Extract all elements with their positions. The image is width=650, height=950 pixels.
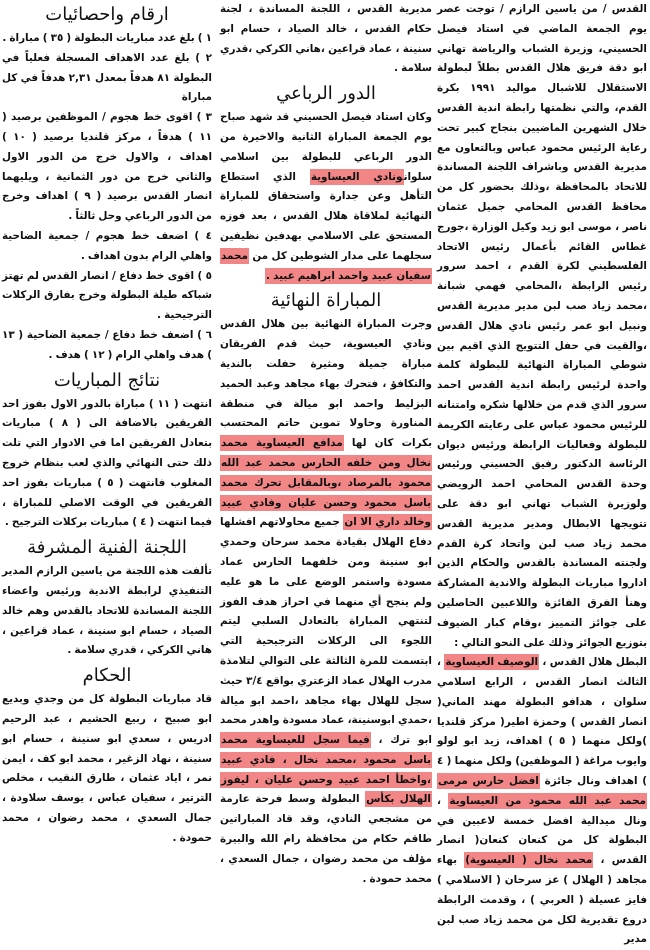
text: جميع محاولاتهم افشلها دفاع الهلال بقيادة محمد سرحان وحمدي ابو سنينة ومن خلفهما الحارس عماد مسودة واستمر الوضع على ما هو عليه ولم ينجح أي منهما في احراز هدف الفوز لتنتهي المباراة بالتعادل السلبي ليتم اللجوء الى الركلات الترجيحية التي ابتسمت للمرة الثالثة على التوالي لتلامذة مدرب الهلال عماد الزعتري بواقع ٣/٤ حيث سجل للهلال بهاء مجاهد ،احمد ابو ميالة ،حمدي ابوسنينة، عماد مسودة واهدر محمد ابو ترك ، xyxy=(220,516,432,747)
highlighted-text: الوصيف العيساوية xyxy=(445,656,539,669)
text: ، الثالث انصار القدس ، الرابع اسلامي سلوان ، هدافو البطولة مهند الماني( انصار القدس ) وحمزة اطير( مركز قلنديا )ولكل منهما ( ٥ ) اهداف، زيد ابو لولو وايوب مراغة ( الموظفين) ولكل منهما ( ٤ ) اهداف ونال جائزة xyxy=(437,656,647,788)
heading-technical-committee: اللجنة الفنية المشرفة xyxy=(27,537,187,559)
highlighted-text: محمد سفيان عبيد واحمد ابراهيم عبيد . xyxy=(221,249,431,282)
results-paragraph: انتهت ( ١١ ) مباراة بالدور الاول بفوز احد الفريقين بالاضافة الى ( ٨ ) مباريات بتعادل الفريقين اما في الادوار التي تلت ذلك حتى النهائي والذي لعب بنظام خروج المغلوب فانتهت ( ٥ ) مباريات بفوز احد الفريقين في الوقت الاصلي للمباراة ، فيما انتهت ( ٤ ) مباريات بركلات الترجيح . xyxy=(2,397,212,529)
committee-paragraph: تألفت هذه اللجنة من ياسين الرازم المدير التنفيذي لرابطة الاندية ورئيس واعضاء اللجنة المساندة للاتحاد بالقدس وهم خالد الصياد ، حسام ابو سنينة ، عماد قراعين ، هاني الكركي ، قدري سلامة . xyxy=(2,565,212,657)
heading-quarter-final: الدور الرباعي xyxy=(276,83,376,105)
stat-item: ٣ ) اقوى خط هجوم / الموظفين برصيد ( ١١ ) هدفاً ، مركز قلنديا برصيد ( ١٠ ) اهداف ، والاول خرج من الدور الاول والثاني خرج من دور الثمانية ، ويليهما انصار القدس برصيد ( ٩ ) اهداف وخرج من الدور الرباعي وحل ثالثاً . xyxy=(2,111,213,223)
text: البطل هلال القدس ، xyxy=(542,656,647,669)
heading-match-results: نتائج المباريات xyxy=(53,369,161,391)
highlighted-text: مدافع العيساوية محمد نخال ومن خلفه الحارس محمد عبد الله محمود بالمرصاد ،وبالمقابل تحرك محمد باسل محمود وحسن عليان وفادي عبيد وخالد داري الا ان xyxy=(221,437,431,529)
quarter-final-paragraph xyxy=(220,108,432,286)
stat-item: ٥ ) اقوى خط دفاع / انصار القدس لم تهتز شباكه طيلة البطولة وخرج بفارق الركلات الترجيحية . xyxy=(2,269,212,322)
highlighted-text: محمد نخال ( العيسوية) xyxy=(465,854,593,867)
highlighted-text: فيما سجل للعيساوية محمد باسل محمود ،محمد نخال ، فادي عبيد ،واخطأ احمد عبيد وحسن عليان ، ليفوز الهلال بكأس xyxy=(221,734,431,806)
article-column-middle xyxy=(220,0,433,885)
heading-referees: الحكام xyxy=(82,665,132,687)
text: البطولة وسط فرحة عارمة من مشجعي النادي، وقد قاد المباراتين طاقم حكام من محافظة رام الله والبيرة مؤلف من محمد رضوان ، جمال السعدي ، محمد حمودة . xyxy=(220,793,432,885)
stat-item: ١ ) بلغ عدد مباريات البطولة ( ٣٥ ) مباراة . xyxy=(2,32,212,44)
text: ، ونال ميدالية افضل خمسة لاعبين في البطولة كل من كنعان كنعان( انصار القدس ، xyxy=(437,794,647,867)
article-intro-paragraph xyxy=(437,0,647,653)
text: الذي استطاع التأهل وعن جدارة واستحقاق للمباراة النهائية لملاقاة هلال القدس ، بعد فوزه المستحق على الاسلامي بهدفين نظيفين سجلهما على مدار الشوطين كل من xyxy=(220,170,433,262)
heading-final-match: المباراة النهائية xyxy=(270,290,382,312)
final-match-paragraph xyxy=(220,315,432,889)
stat-item: ٢ ) بلغ عدد الاهداف المسجلة فعلياً في البطولة ٨١ هدفاً بمعدل ٢,٣١ هدفاً في كل مباراة xyxy=(2,51,212,104)
text: وجرت المباراة النهائية بين هلال القدس ونادي العيسوية، حيث قدم الفريقان مباراة جميلة ومثيرة حفلت بالندية والتكافؤ ، فتحرك بهاء مجاهد وعبد الحميد البزليط واحمد ابو ميالة في منطقة المناورة وحاولا تموين حاتم المحتسب بكرات كان لها xyxy=(220,318,433,450)
stat-item: ٤ ) اضعف خط هجوم / جمعية الضاحية واهلي الرام بدون اهداف . xyxy=(2,229,212,262)
text: بهاء مجاهد ( الهلال ) عز سرحان ( الاسلامي ) فايز عسيلة ( العربي ) ، وقدمت الرابطة دروع تقديرية لكل من محمد زياد صب لبن مدير xyxy=(437,854,647,946)
referees-paragraph: قاد مباريات البطولة كل من وجدي وبديع ابو صبيح ، ربيع الحشيم ، عبد الرحيم ادريس ، سعدي ابو سنينة ، حسام ابو سنينة ، نهاد الزغير ، محمد ابو كف ، ايمن نمر ، اياد عثمان ، طارق النقيب ، مخلص الترتير ، سفيان عباس ، يوسف سلاودة ، جمال السعدي ، محمد رضوان ، محمد حمودة . xyxy=(2,693,212,844)
text: وكان استاد فيصل الحسيني قد شهد صباح يوم الجمعة المباراة الثانية والاخيرة من الدور الرباعي للبطولة بين اسلامي سلوان xyxy=(220,111,433,183)
awards-paragraph xyxy=(437,653,647,950)
article-column-left xyxy=(2,0,213,844)
highlighted-text: ونادي العيساوية xyxy=(310,170,403,183)
article-column-right xyxy=(437,0,647,946)
intro-text: القدس / من ياسين الرازم / توجت عصر يوم الجمعة الماضي في استاد فيصل الحسيني، وزيرة الشباب والرياضة تهاني ابو دقة فريق هلال القدس بطلاً لبطولة الاستقلال للاشبال مواليد ١٩٩١ بكرة القدم، والتي نظمتها رابطة اندية القدس خلال الشهرين الماضيين بنجاح كبير تحت رعاية الرئيس محمود عباس وبالتعاون مع مديرية القدس وباشراف اللجنة المساندة للاتحاد بالمحافظة ،وذلك بحضور كل من محافظ القدس المحامي جميل عثمان ناصر ، موسى ابو زيد وكيل الوزارة ،جورج غطاس القائم بأعمال رئيس الاتحاد الفلسطيني لكرة القدم ، احمد سرور رئيس الرابطة ،المحامي فهمي شبانة ،محمد زياد صب لبن مدير مديرية القدس ونبيل ابو عمر رئيس نادي هلال القدس ،والقيت في حفل التتويج الذي اقيم بين شوطي المباراة النهائية للبطولة كلمة واحدة لرئيس رابطة اندية القدس احمد سرور الذي قدم من خلالها شكره وامتنانه للرئيس محمود عباس على رعايته الكريمة للبطولة وفعاليات الرابطة ورئيس ديوان الرئاسة الدكتور رفيق الحسيني ورئيس وحدة القدس المحامي احمد الرويضي ولوزيرة الشباب تهاني ابو دقة على تتويجها الابطال ومدير مديرية القدس محمد زياد صب لبن واتحاد كرة القدم ولجنته المساندة بالقدس والحكام الذين اداروا مباريات البطولة والاندية المشاركة وهنأ الفرق الفائزة واللاعبين الحاصلين على جوائز التمييز ،وقام كبار الضيوف بتوزيع الجوائز وذلك على النحو التالي : xyxy=(437,3,647,649)
committee-continuation: مديرية القدس ، اللجنة المساندة ، لجنة حكام القدس ، خالد الصياد ، حسام ابو سنينة ، عماد قراعين ،هاني الكركي ،قدري سلامة . xyxy=(220,3,432,75)
highlighted-text: افضل حارس مرمى محمد عبد الله محمود من العيساوية xyxy=(438,775,646,807)
heading-statistics: ارقام واحصائيات xyxy=(45,4,169,25)
stat-item: ٦ ) اضعف خط دفاع / جمعية الضاحية ( ١٣ ) هدف واهلي الرام ( ١٢ ) هدف . xyxy=(2,328,212,361)
